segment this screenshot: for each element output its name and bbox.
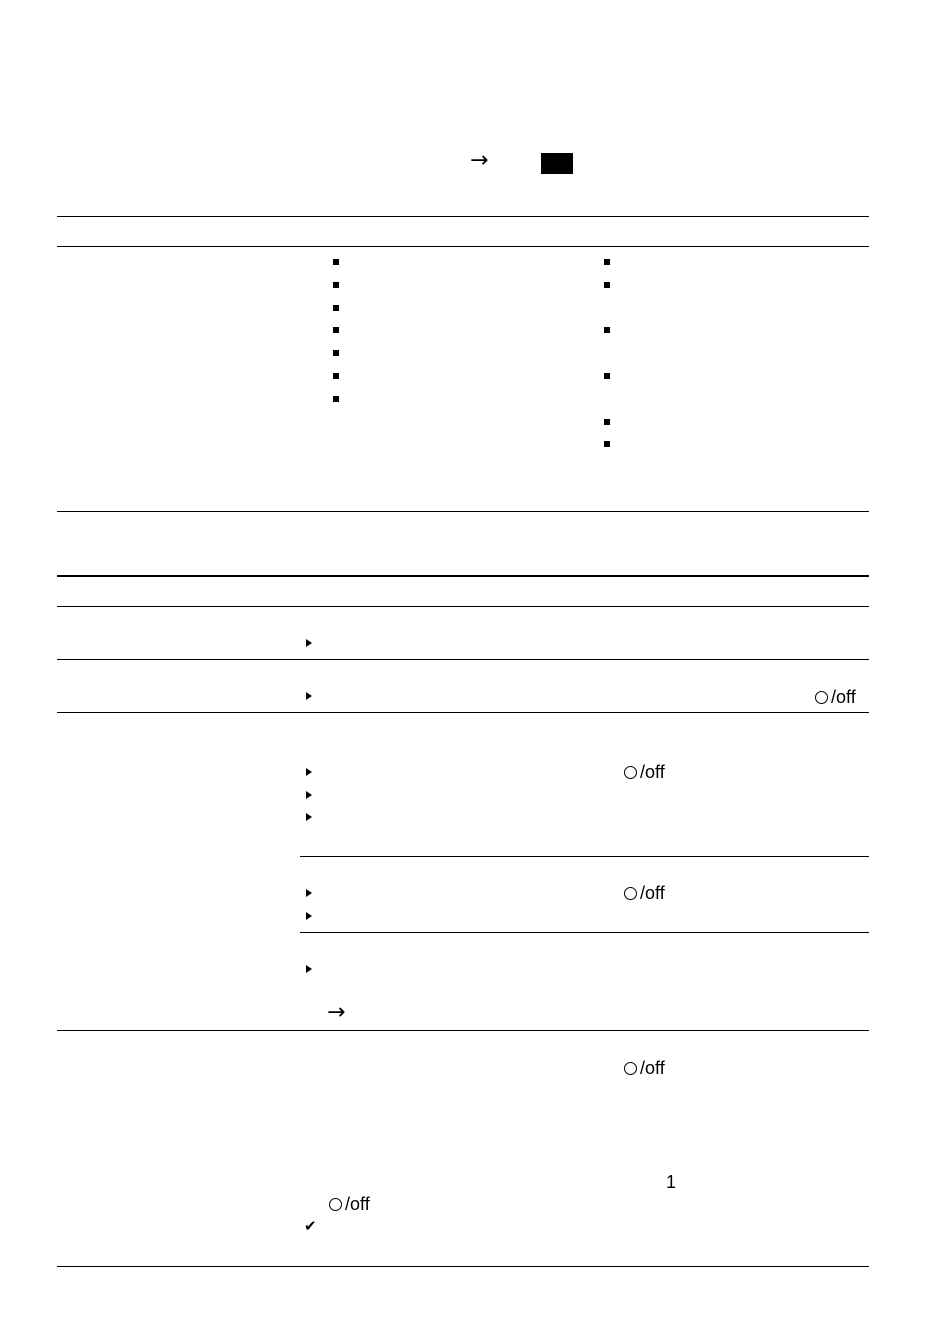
off-circle-icon — [624, 887, 637, 900]
table1-col1-bullet — [333, 259, 339, 265]
row3-step-marker — [306, 889, 312, 897]
table1-col2-bullet — [604, 419, 610, 425]
table1-col1-bullet — [333, 396, 339, 402]
table2-bottom-rule — [57, 1266, 869, 1267]
table1-col1-bullet — [333, 282, 339, 288]
off-circle-icon — [624, 1062, 637, 1075]
row3-step-marker — [306, 912, 312, 920]
table2-top-rule — [57, 575, 869, 577]
table1-col2-bullet — [604, 327, 610, 333]
row3-group1-off-label: /off — [640, 762, 665, 782]
row3-step-marker — [306, 791, 312, 799]
table1-col1-bullet — [333, 327, 339, 333]
row3-step-marker — [306, 768, 312, 776]
table1-header-rule — [57, 246, 869, 247]
table1-col1-bullet — [333, 350, 339, 356]
row3-group1-off-indicator — [624, 762, 665, 782]
row4-number-label: 1 — [666, 1172, 677, 1192]
row1-step-marker — [306, 639, 312, 647]
row3-arrow: → — [327, 1000, 346, 1025]
row2-step-marker — [306, 692, 312, 700]
table1-col1-bullet — [333, 305, 339, 311]
table1-col1-bullet — [333, 373, 339, 379]
row1-bottom-rule — [57, 659, 869, 660]
row3-group2-rule — [300, 932, 869, 933]
table1-bottom-rule — [57, 511, 869, 512]
row4-off-label-b: /off — [345, 1194, 370, 1214]
off-circle-icon — [624, 766, 637, 779]
row3-step-marker — [306, 813, 312, 821]
table1-col2-bullet — [604, 282, 610, 288]
table1-col2-bullet — [604, 259, 610, 265]
row4-off-indicator-b — [329, 1194, 370, 1214]
row2-bottom-rule — [57, 712, 869, 713]
row3-group1-rule — [300, 856, 869, 857]
row4-off-label-a: /off — [640, 1058, 665, 1078]
row3-group2-off-label: /off — [640, 883, 665, 903]
table2-header-rule — [57, 606, 869, 607]
table1-col2-bullet — [604, 373, 610, 379]
table1-top-rule — [57, 216, 869, 217]
row3-group2-off-indicator — [624, 883, 665, 903]
row4-off-indicator-a — [624, 1058, 665, 1078]
off-circle-icon — [815, 691, 828, 704]
key-box — [541, 153, 573, 174]
table1-col2-bullet — [604, 441, 610, 447]
row2-off-indicator — [815, 687, 856, 707]
row3-step-marker — [306, 965, 312, 973]
off-circle-icon — [329, 1198, 342, 1211]
row3-bottom-rule — [57, 1030, 869, 1031]
result-check-icon: ✔ — [304, 1217, 317, 1235]
header-arrow: → — [470, 148, 489, 173]
row2-off-label: /off — [831, 687, 856, 707]
